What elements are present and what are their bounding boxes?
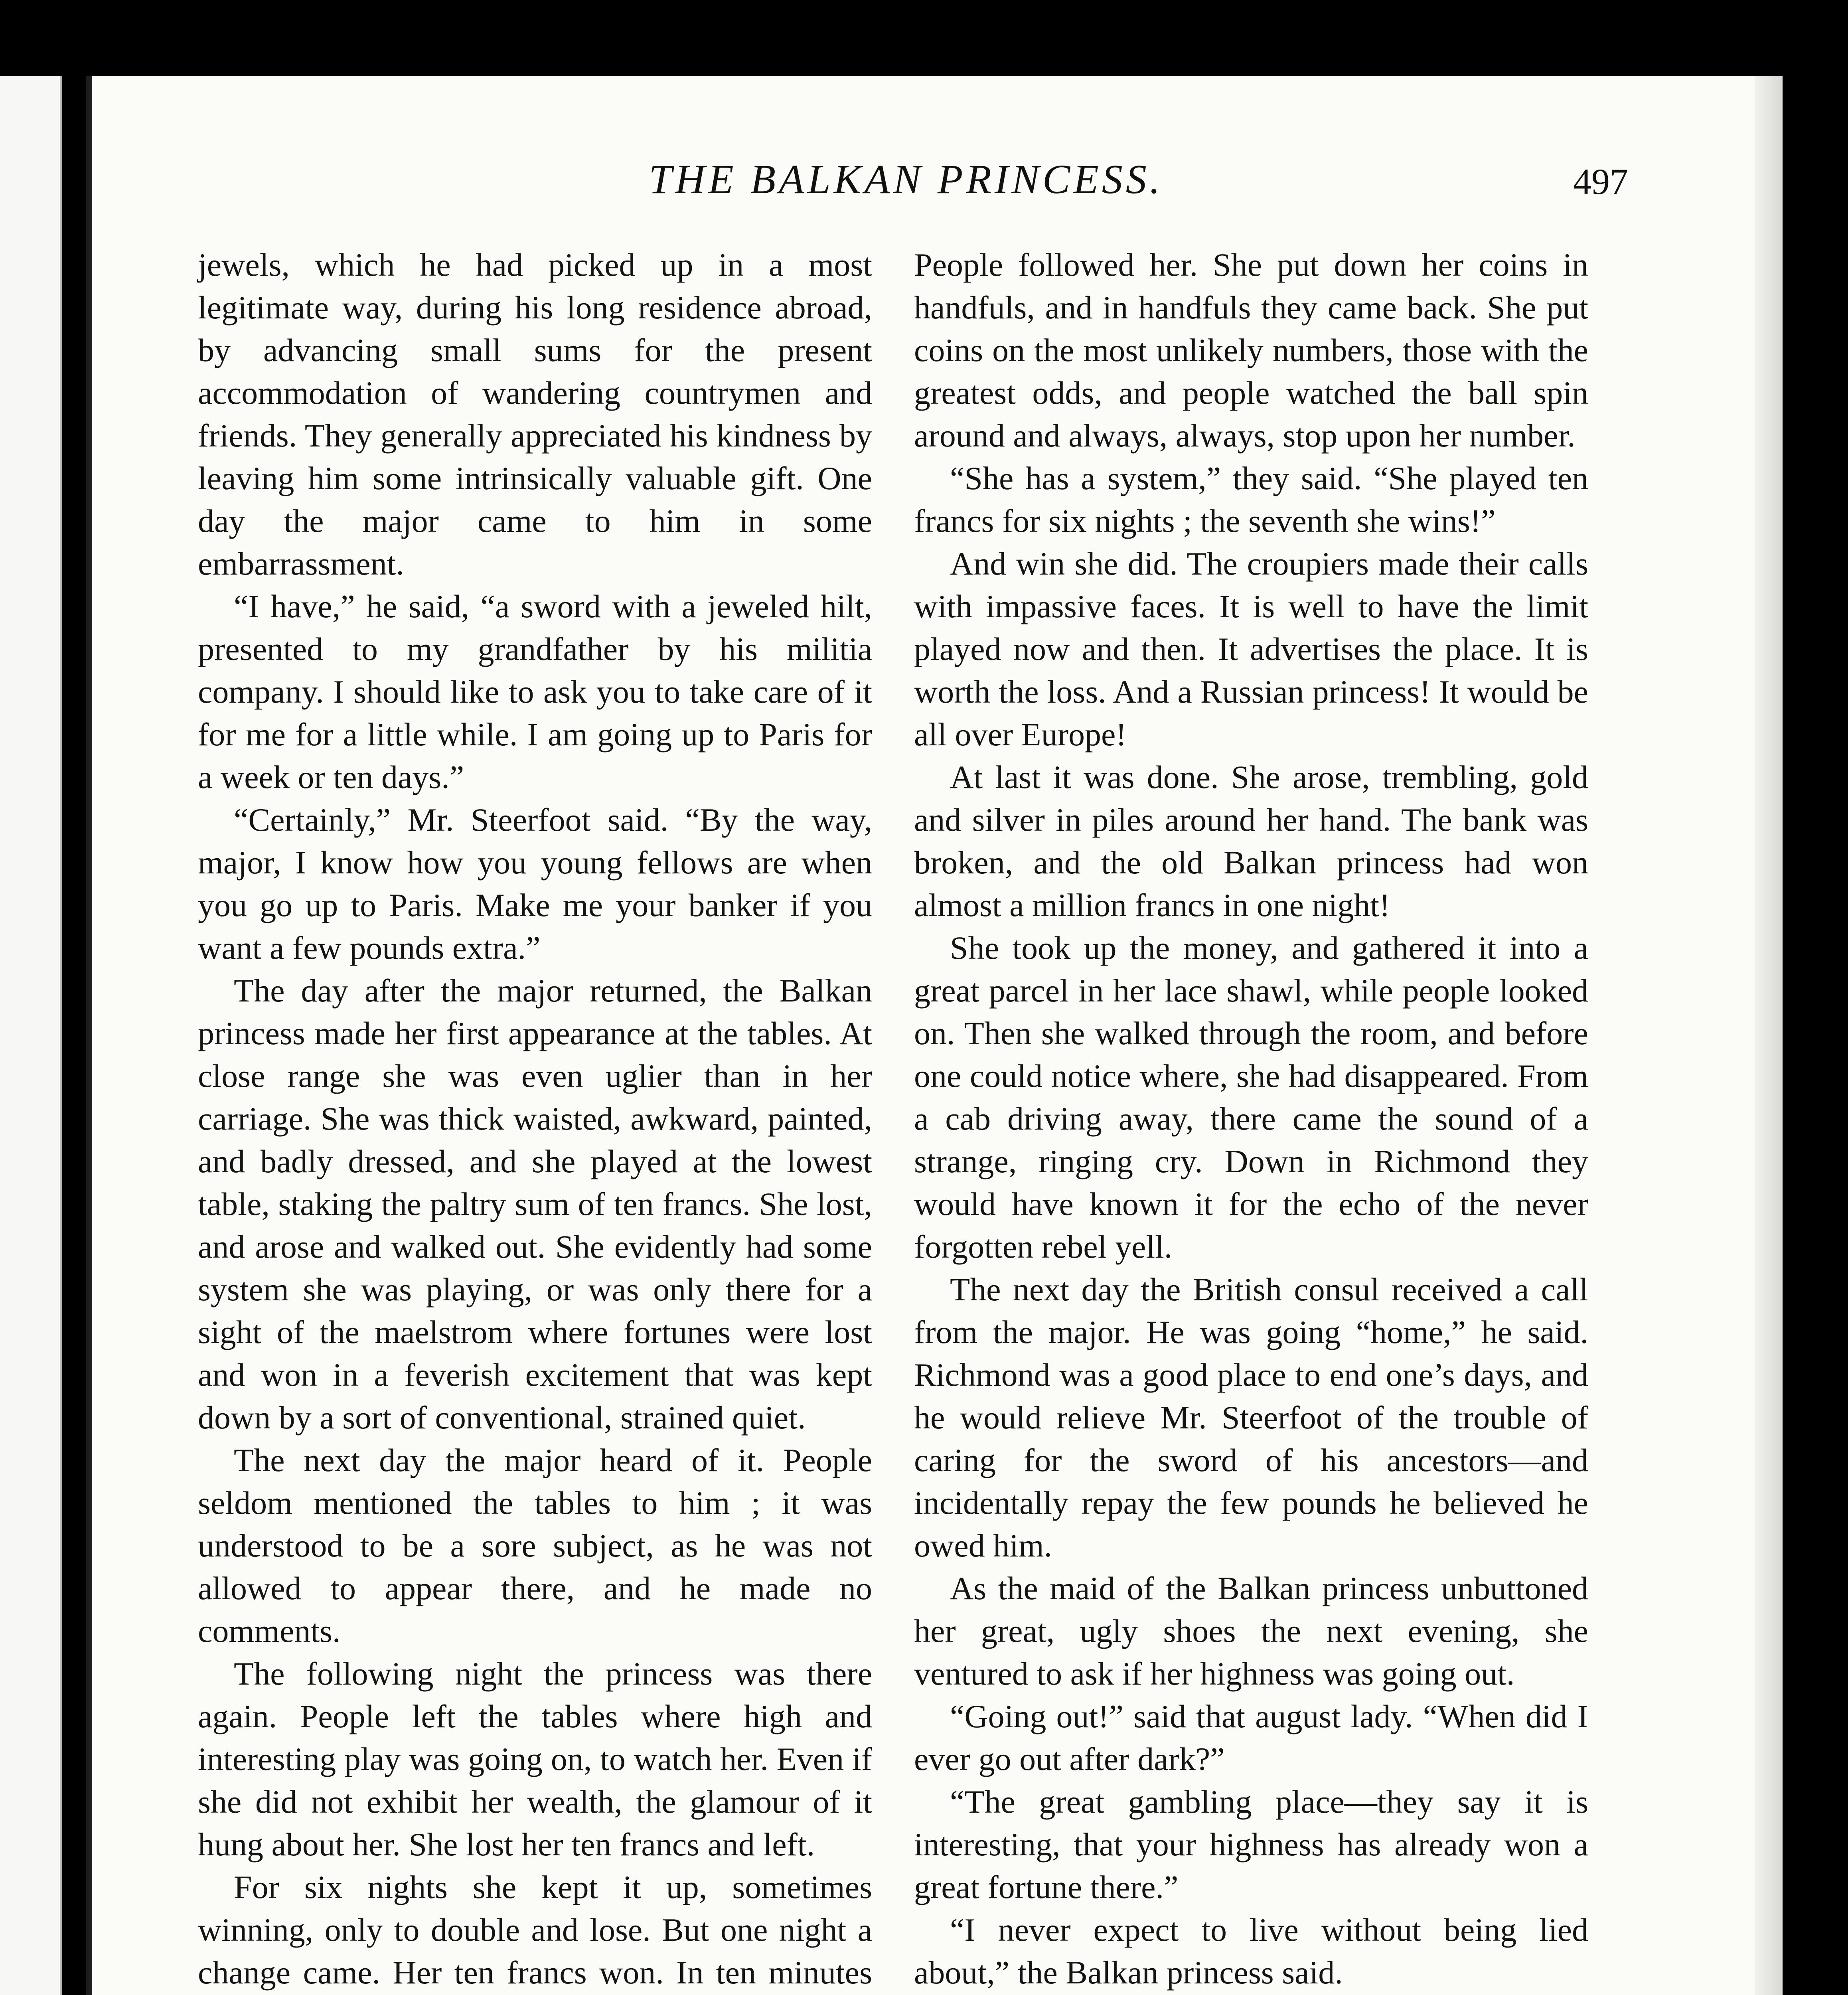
- previous-page-edge: [0, 76, 62, 1995]
- running-title: THE BALKAN PRINCESS.: [649, 156, 1163, 202]
- right-text-column: [914, 243, 1588, 1995]
- running-header: [92, 156, 1664, 215]
- paragraph: The next day the major heard of it. People seldom mentioned the tables to him ; it was understood to be a sore subject, as he was not allowed to appear there, and he made no comments.: [198, 1442, 872, 1649]
- paragraph: As the maid of the Balkan princess unbuttoned her great, ugly shoes the next evening, she ventured to ask if her highness was going out.: [914, 1570, 1588, 1692]
- paragraph: People followed her. She put down her coins in handfuls, and in handfuls they came back. She put coins on the most unlikely numbers, those with the greatest odds, and people watched the ball spin around and always, always, stop upon her number.: [914, 247, 1588, 454]
- paragraph: And win she did. The croupiers made their calls with impassive faces. It is well to have the limit played now and then. It advertises the place. It is worth the loss. And a Russian princess! It would be all over Europe!: [914, 545, 1588, 753]
- paragraph: She took up the money, and gathered it into a great parcel in her lace shawl, while people looked on. Then she walked through the room, and before one could notice where, she had disappeared. From a cab driving away, there came the sound of a strange, ringing cry. Down in Richmond they would have known it for the echo of the never forgotten rebel yell.: [914, 930, 1588, 1265]
- paragraph: The day after the major returned, the Balkan princess made her first appearance at the tables. At close range she was even uglier than in her carriage. She was thick waisted, awkward, painted, and badly dressed, and she played at the lowest table, staking the paltry sum of ten francs. She lost, and arose and walked out. She evidently had some system she was playing, or was only there for a sight of the maelstrom where fortunes were lost and won in a feverish excitement that was kept down by a sort of conventional, strained quiet.: [198, 972, 872, 1436]
- magazine-page: [86, 76, 1783, 1995]
- paragraph: “The great gambling place—they say it is interesting, that your highness has already won a great fortune there.”: [914, 1784, 1588, 1905]
- paragraph: For six nights she kept it up, sometimes winning, only to double and lose. But one night a change came. Her ten francs won. In ten minutes: [198, 1869, 872, 1991]
- paragraph: The following night the princess was there again. People left the tables where high and interesting play was going on, to watch her. Even if she did not exhibit her wealth, the glamour of it hung about her. She lost her ten francs and left.: [198, 1655, 872, 1863]
- paragraph: “She has a system,” they said. “She played ten francs for six nights ; the seventh she wins!”: [914, 460, 1588, 539]
- left-text-column: [198, 243, 872, 1995]
- paragraph: “I have,” he said, “a sword with a jeweled hilt, presented to my grandfather by his militia company. I should like to ask you to take care of it for me for a little while. I am going up to Paris for a week or ten days.”: [198, 588, 872, 795]
- paragraph: The next day the British consul received a call from the major. He was going “home,” he said. Richmond was a good place to end one’s days, and he would relieve Mr. Steerfoot of the trouble of caring for the sword of his ancestors—and incidentally repay the few pounds he believed he owed him.: [914, 1271, 1588, 1564]
- paragraph: “I never expect to live without being lied about,” the Balkan princess said.: [914, 1912, 1588, 1991]
- paragraph: jewels, which he had picked up in a most legitimate way, during his long residence abroad, by advancing small sums for the present accommodation of wandering countrymen and friends. They generally appreciated his kindness by leaving him some intrinsically valuable gift. One day the major came to him in some embarrassment.: [198, 247, 872, 582]
- page-number: 497: [1573, 161, 1628, 202]
- paragraph: “Going out!” said that august lady. “When did I ever go out after dark?”: [914, 1698, 1588, 1777]
- page-edge-shadow: [1755, 76, 1783, 1995]
- paragraph: “Certainly,” Mr. Steerfoot said. “By the way, major, I know how you young fellows are when you go up to Paris. Make me your banker if you want a few pounds extra.”: [198, 802, 872, 966]
- paragraph: At last it was done. She arose, trembling, gold and silver in piles around her hand. The bank was broken, and the old Balkan princess had won almost a million francs in one night!: [914, 759, 1588, 923]
